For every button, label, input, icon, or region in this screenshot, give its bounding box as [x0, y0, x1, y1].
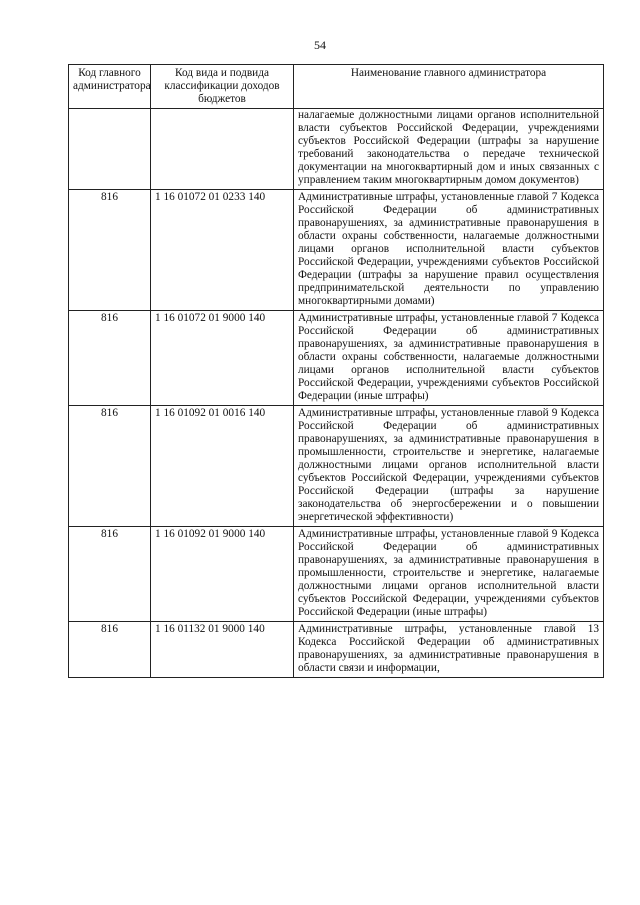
admin-code-cell: 816 — [69, 622, 151, 678]
header-income-code: Код вида и подвида классификации доходов бюджетов — [151, 65, 294, 109]
admin-code-cell: 816 — [69, 190, 151, 311]
table-row — [69, 311, 604, 406]
table-row — [69, 406, 604, 527]
admin-code-cell: 816 — [69, 527, 151, 622]
table-row — [69, 190, 604, 311]
income-code-cell: 1 16 01092 01 0016 140 — [151, 406, 294, 527]
admin-name-cell: Административные штрафы, установленные главой 9 Кодекса Российской Федерации об административных правонарушениях, за административные правонарушения в промышленности, строительстве и энергетике, налагаемые должностными лицами органов исполнительной власти субъектов Российской Федерации, учреждениями субъектов Российской Федерации (иные штрафы) — [294, 527, 604, 622]
admin-code-cell: 816 — [69, 406, 151, 527]
table-row — [69, 109, 604, 190]
income-code-cell: 1 16 01132 01 9000 140 — [151, 622, 294, 678]
income-code-cell: 1 16 01092 01 9000 140 — [151, 527, 294, 622]
page-number: 54 — [314, 38, 326, 52]
admin-name-cell: Административные штрафы, установленные главой 13 Кодекса Российской Федерации об административных правонарушениях, за административные правонарушения в области связи и информации, — [294, 622, 604, 678]
admin-name-cell: Административные штрафы, установленные главой 7 Кодекса Российской Федерации об административных правонарушениях, за административные правонарушения в области охраны собственности, налагаемые должностными лицами органов исполнительной власти субъектов Российской Федерации, учреждениями субъектов Российской Федерации (штрафы за нарушение правил осуществления предпринимательской деятельности по управлению многоквартирными домами) — [294, 190, 604, 311]
admin-code-cell: 816 — [69, 311, 151, 406]
admin-name-cell: налагаемые должностными лицами органов исполнительной власти субъектов Российской Федерации, учреждениями субъектов Российской Федерации (штрафы за нарушение требований законодательства о передаче технической документации на многоквартирный дом и иных связанных с управлением таким многоквартирным домом документов) — [294, 109, 604, 190]
header-admin-name: Наименование главного администратора — [294, 65, 604, 109]
income-code-cell — [151, 109, 294, 190]
table-row — [69, 622, 604, 678]
income-admin-table — [68, 64, 604, 678]
table-row — [69, 527, 604, 622]
admin-name-cell: Административные штрафы, установленные главой 7 Кодекса Российской Федерации об административных правонарушениях, за административные правонарушения в области охраны собственности, налагаемые должностными лицами органов исполнительной власти субъектов Российской Федерации, учреждениями субъектов Российской Федерации (иные штрафы) — [294, 311, 604, 406]
header-admin-code: Код главного администратора — [69, 65, 151, 109]
admin-name-cell: Административные штрафы, установленные главой 9 Кодекса Российской Федерации об административных правонарушениях, за административные правонарушения в промышленности, строительстве и энергетике, налагаемые должностными лицами органов исполнительной власти субъектов Российской Федерации, учреждениями субъектов Российской Федерации (штрафы за нарушение законодательства об энергосбережении и о повышении энергетической эффективности) — [294, 406, 604, 527]
table-header-row — [69, 65, 604, 109]
income-code-cell: 1 16 01072 01 0233 140 — [151, 190, 294, 311]
income-code-cell: 1 16 01072 01 9000 140 — [151, 311, 294, 406]
admin-code-cell — [69, 109, 151, 190]
